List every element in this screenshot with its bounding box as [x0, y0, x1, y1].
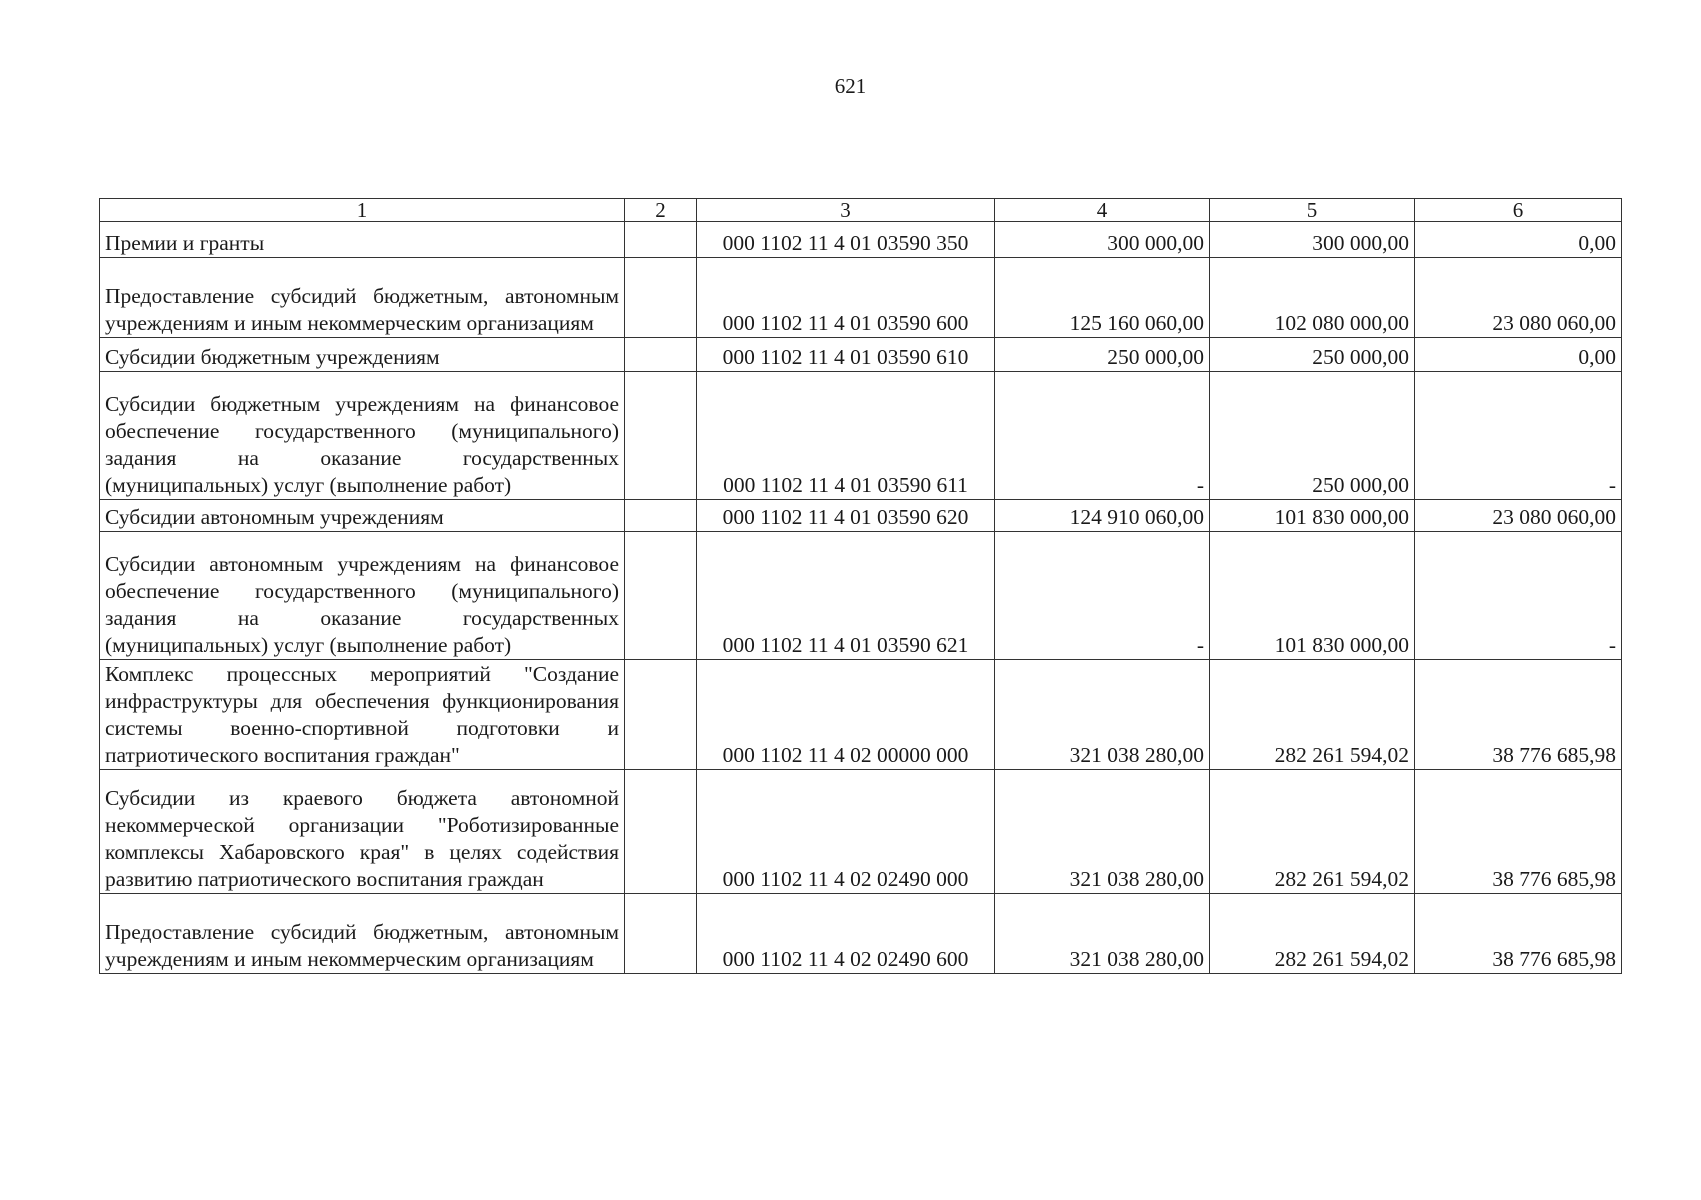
row-value-col5: 250 000,00: [1210, 372, 1415, 500]
page-number: 621: [834, 74, 867, 98]
header-cell-1: 1: [100, 199, 625, 222]
header-cell-4: 4: [995, 199, 1210, 222]
row-code-cell: 000 1102 11 4 01 03590 621: [697, 532, 995, 660]
table-row: [100, 532, 1622, 660]
row-code-cell: 000 1102 11 4 01 03590 350: [697, 222, 995, 258]
row-name-cell: Премии и гранты: [100, 222, 625, 258]
row-value-col6: 23 080 060,00: [1415, 258, 1622, 338]
row-col2-cell: [625, 770, 697, 894]
row-code-cell: 000 1102 11 4 01 03590 600: [697, 258, 995, 338]
row-value-col4: 124 910 060,00: [995, 500, 1210, 532]
header-cell-2: 2: [625, 199, 697, 222]
budget-table: [99, 198, 1622, 974]
row-name-cell: Субсидии автономным учреждениям: [100, 500, 625, 532]
table-row: [100, 894, 1622, 974]
row-name-cell: Комплекс процессных мероприятий "Создание инфраструктуры для обеспечения функционирования системы военно-спортивной подготовки и патриотического воспитания граждан": [100, 660, 625, 770]
row-value-col5: 102 080 000,00: [1210, 258, 1415, 338]
row-col2-cell: [625, 258, 697, 338]
row-value-col5: 101 830 000,00: [1210, 500, 1415, 532]
table-row: [100, 222, 1622, 258]
table-row: [100, 372, 1622, 500]
row-value-col5: 101 830 000,00: [1210, 532, 1415, 660]
row-code-cell: 000 1102 11 4 02 02490 600: [697, 894, 995, 974]
table-row: [100, 258, 1622, 338]
row-value-col5: 250 000,00: [1210, 338, 1415, 372]
row-code-cell: 000 1102 11 4 01 03590 620: [697, 500, 995, 532]
row-value-col4: 300 000,00: [995, 222, 1210, 258]
row-name-cell: Субсидии бюджетным учреждениям: [100, 338, 625, 372]
row-value-col6: 38 776 685,98: [1415, 894, 1622, 974]
row-col2-cell: [625, 338, 697, 372]
row-code-cell: 000 1102 11 4 01 03590 611: [697, 372, 995, 500]
row-name-cell: Субсидии из краевого бюджета автономной некоммерческой организации "Роботизированные комплексы Хабаровского края" в целях содействия развитию патриотического воспитания граждан: [100, 770, 625, 894]
row-name-cell: Субсидии автономным учреждениям на финансовое обеспечение государственного (муниципального) задания на оказание государственных (муниципальных) услуг (выполнение работ): [100, 532, 625, 660]
row-value-col5: 300 000,00: [1210, 222, 1415, 258]
row-value-col4: 321 038 280,00: [995, 770, 1210, 894]
row-name-cell: Субсидии бюджетным учреждениям на финансовое обеспечение государственного (муниципального) задания на оказание государственных (муниципальных) услуг (выполнение работ): [100, 372, 625, 500]
row-col2-cell: [625, 372, 697, 500]
header-row: [100, 199, 1622, 222]
row-value-col4: 321 038 280,00: [995, 660, 1210, 770]
header-cell-6: 6: [1415, 199, 1622, 222]
row-col2-cell: [625, 532, 697, 660]
row-value-col5: 282 261 594,02: [1210, 660, 1415, 770]
row-col2-cell: [625, 894, 697, 974]
row-col2-cell: [625, 222, 697, 258]
row-value-col5: 282 261 594,02: [1210, 894, 1415, 974]
row-value-col6: -: [1415, 372, 1622, 500]
header-cell-3: 3: [697, 199, 995, 222]
table-body: [100, 199, 1622, 974]
row-value-col5: 282 261 594,02: [1210, 770, 1415, 894]
row-value-col4: 125 160 060,00: [995, 258, 1210, 338]
row-value-col6: 0,00: [1415, 338, 1622, 372]
row-value-col6: 0,00: [1415, 222, 1622, 258]
row-col2-cell: [625, 500, 697, 532]
row-value-col6: 38 776 685,98: [1415, 770, 1622, 894]
row-code-cell: 000 1102 11 4 02 02490 000: [697, 770, 995, 894]
row-code-cell: 000 1102 11 4 02 00000 000: [697, 660, 995, 770]
row-name-cell: Предоставление субсидий бюджетным, автономным учреждениям и иным некоммерческим организациям: [100, 258, 625, 338]
row-value-col6: 23 080 060,00: [1415, 500, 1622, 532]
row-value-col4: -: [995, 532, 1210, 660]
header-cell-5: 5: [1210, 199, 1415, 222]
row-code-cell: 000 1102 11 4 01 03590 610: [697, 338, 995, 372]
row-value-col4: 321 038 280,00: [995, 894, 1210, 974]
row-value-col4: -: [995, 372, 1210, 500]
row-value-col4: 250 000,00: [995, 338, 1210, 372]
row-value-col6: -: [1415, 532, 1622, 660]
table-row: [100, 660, 1622, 770]
row-value-col6: 38 776 685,98: [1415, 660, 1622, 770]
table-row: [100, 770, 1622, 894]
table-row: [100, 500, 1622, 532]
table-row: [100, 338, 1622, 372]
row-col2-cell: [625, 660, 697, 770]
row-name-cell: Предоставление субсидий бюджетным, автономным учреждениям и иным некоммерческим организациям: [100, 894, 625, 974]
